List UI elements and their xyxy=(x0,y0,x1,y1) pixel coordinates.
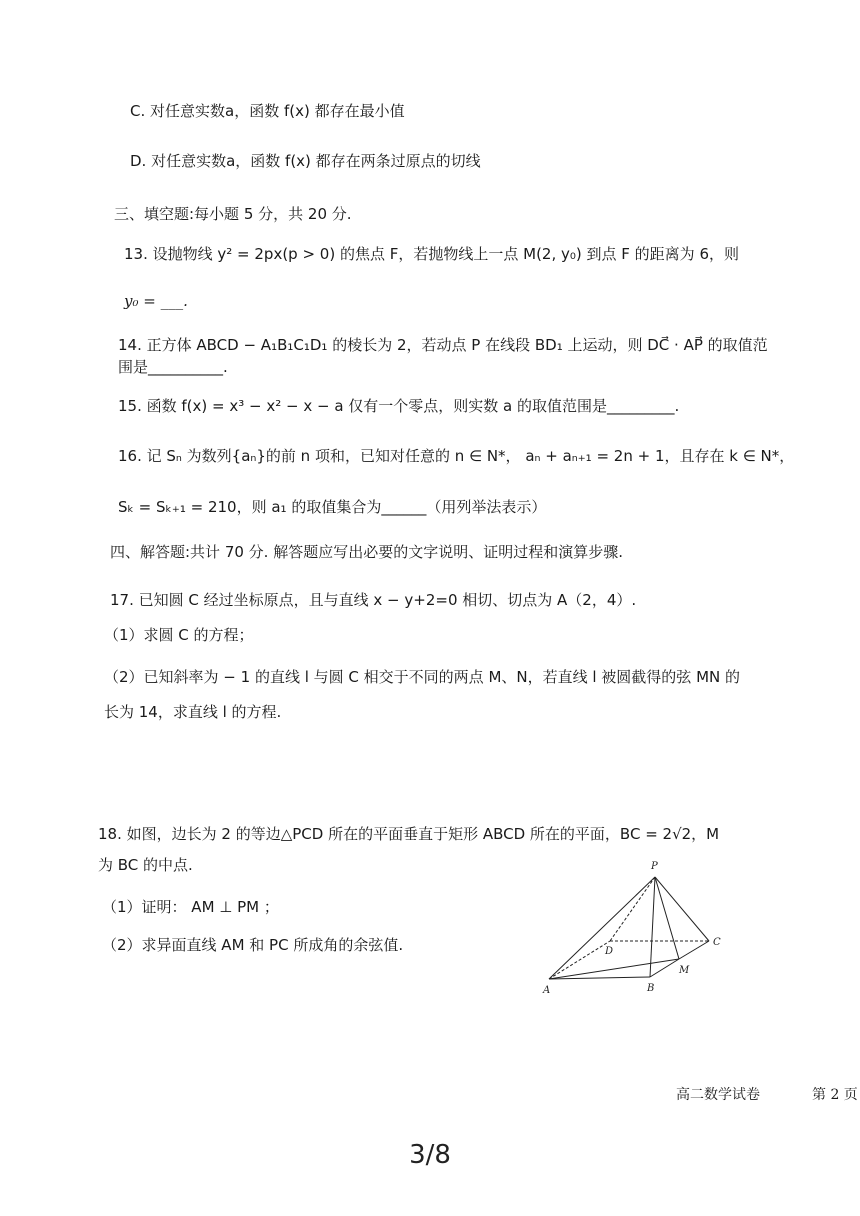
label-c: C xyxy=(713,937,721,948)
edge-mc xyxy=(679,941,709,959)
q17-line1: 17. 已知圆 C 经过坐标原点，且与直线 x − y+2=0 相切、切点为 A（2，4）. xyxy=(110,591,637,609)
q17-part1: （1）求圆 C 的方程； xyxy=(104,626,254,644)
q16-line1: 16. 记 Sₙ 为数列{aₙ}的前 n 项和，已知对任意的 n ∈ N*， aₙ + aₙ₊₁ = 2n + 1，且存在 k ∈ N*， xyxy=(118,447,795,465)
q18-part2: （2）求异面直线 AM 和 PC 所成角的余弦值. xyxy=(102,936,404,954)
label-b: B xyxy=(647,983,655,994)
label-m: M xyxy=(679,965,690,976)
edge-pb xyxy=(650,877,655,977)
edge-pa xyxy=(549,877,655,979)
q18-part1: （1）证明： AM ⊥ PM ； xyxy=(102,898,279,916)
section3-header: 三、填空题:每小题 5 分，共 20 分. xyxy=(114,205,352,223)
q15: 15. 函数 f(x) = x³ − x² − x − a 仅有一个零点，则实数 a 的取值范围是_________. xyxy=(118,397,680,415)
q14-line2: 围是__________. xyxy=(118,358,228,376)
footer-title: 高二数学试卷 xyxy=(676,1087,760,1103)
label-d: D xyxy=(605,946,614,957)
edge-ab xyxy=(549,977,650,979)
edge-am xyxy=(549,959,679,979)
label-a: A xyxy=(543,985,551,996)
q17-part2b: 长为 14，求直线 l 的方程. xyxy=(104,703,282,721)
q17-part2: （2）已知斜率为 − 1 的直线 l 与圆 C 相交于不同的两点 M、N，若直线 l 被圆截得的弦 MN 的 xyxy=(104,668,741,686)
edge-ad xyxy=(549,941,610,979)
edge-pd xyxy=(610,877,655,941)
q13-line2: y₀ = ___. xyxy=(124,292,188,310)
q18-line1: 18. 如图，边长为 2 的等边△PCD 所在的平面垂直于矩形 ABCD 所在的平面，BC = 2√2，M xyxy=(98,825,720,843)
footer-page-label: 第 2 页 xyxy=(812,1087,858,1103)
option-c: C. 对任意实数a，函数 f(x) 都存在最小值 xyxy=(130,102,405,120)
page-number: 3/8 xyxy=(409,1140,451,1170)
label-p: P xyxy=(651,861,658,872)
q16-line2: Sₖ = Sₖ₊₁ = 210，则 a₁ 的取值集合为______（用列举法表示） xyxy=(118,498,547,516)
edge-pm xyxy=(655,877,679,959)
option-d: D. 对任意实数a，函数 f(x) 都存在两条过原点的切线 xyxy=(130,152,481,170)
section4-header: 四、解答题:共计 70 分. 解答题应写出必要的文字说明、证明过程和演算步骤. xyxy=(110,543,623,561)
q18-line2: 为 BC 的中点. xyxy=(98,856,193,874)
q14-line1: 14. 正方体 ABCD − A₁B₁C₁D₁ 的棱长为 2，若动点 P 在线段 BD₁ 上运动，则 DC⃗ · AP⃗ 的取值范 xyxy=(118,336,768,354)
edge-pc xyxy=(655,877,709,941)
q13-line1: 13. 设抛物线 y² = 2px(p > 0) 的焦点 F，若抛物线上一点 M(2, y₀) 到点 F 的距离为 6，则 xyxy=(124,245,739,263)
pyramid-figure xyxy=(535,855,735,1000)
